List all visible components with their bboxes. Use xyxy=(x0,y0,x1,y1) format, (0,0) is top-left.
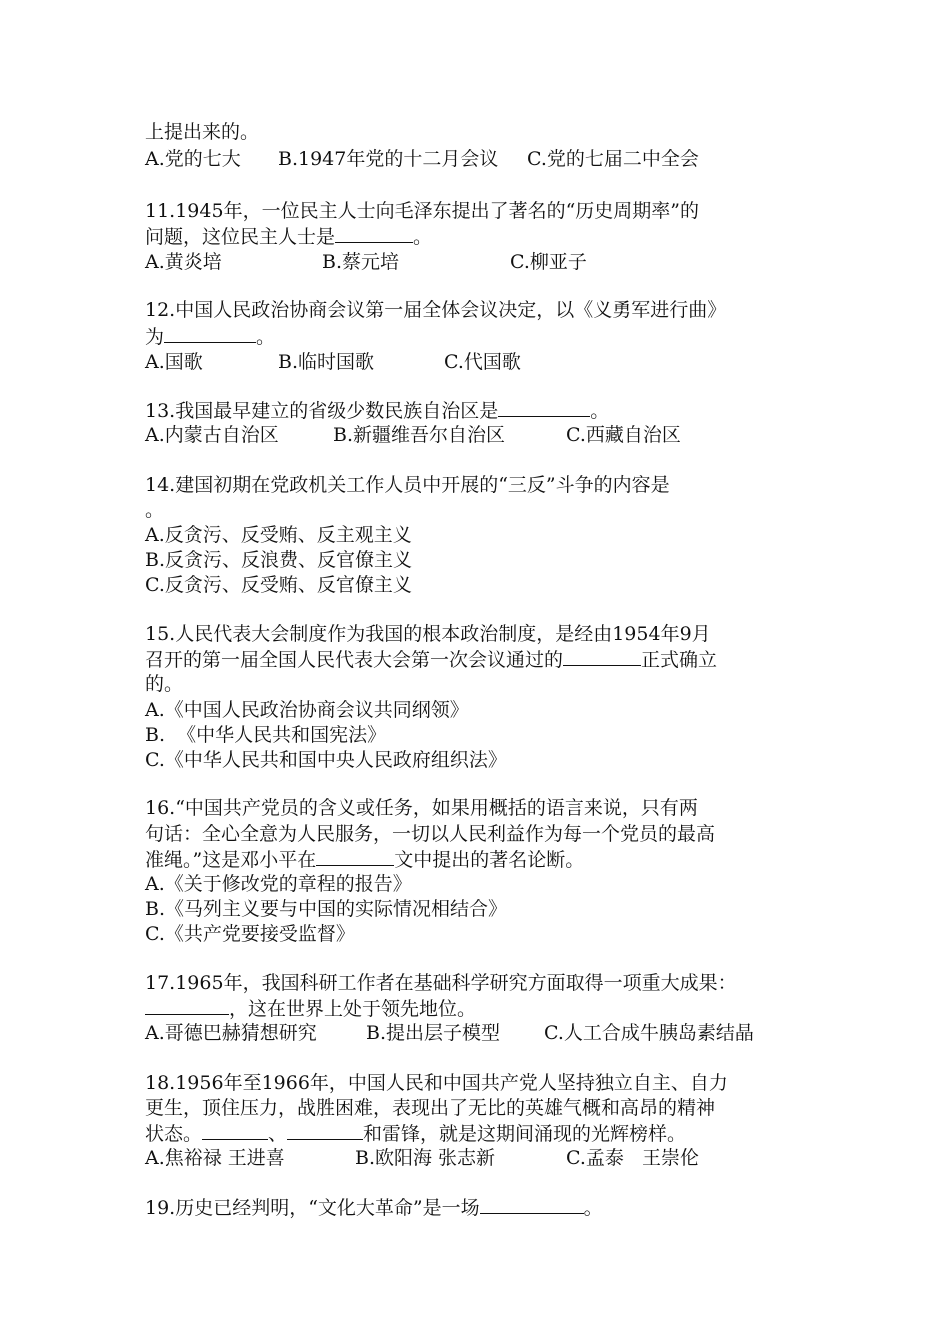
q17-text-after: ，这在世界上处于领先地位。 xyxy=(229,998,477,1020)
q17-answer-blank[interactable] xyxy=(145,996,229,1015)
q17-line2 xyxy=(145,996,476,1021)
q15-text-before: 召开的第一届全国人民代表大会第一次会议通过的 xyxy=(145,649,564,671)
q13-text-after: 。 xyxy=(590,400,610,422)
q18-answer-blank-2[interactable] xyxy=(287,1121,363,1140)
q19-text-before: 19.历史已经判明，“文化大革命”是一场 xyxy=(145,1197,480,1219)
q17-option-a: A.哥德巴赫猜想研究 xyxy=(145,1022,317,1044)
q16-option-b: B.《马列主义要与中国的实际情况相结合》 xyxy=(145,898,508,920)
q18-option-a: A.焦裕禄 王进喜 xyxy=(145,1147,285,1169)
q15-option-a: A.《中国人民政治协商会议共同纲领》 xyxy=(145,699,469,721)
q14-line2: 。 xyxy=(145,499,165,521)
q15-text-after: 正式确立 xyxy=(641,649,718,671)
q12-text-after: 。 xyxy=(256,326,276,348)
q12-line1: 12.中国人民政治协商会议第一届全体会议决定，以《义勇军进行曲》 xyxy=(145,299,727,321)
q16-text-before: 准绳。”这是邓小平在 xyxy=(145,849,317,871)
intro-option-b: B.1947年党的十二月会议 xyxy=(278,148,499,170)
q11-text-before: 问题，这位民主人士是 xyxy=(145,226,336,248)
q11-option-a: A.黄炎培 xyxy=(145,251,222,273)
q17-option-c: C.人工合成牛胰岛素结晶 xyxy=(544,1022,754,1044)
intro-line: 上提出来的。 xyxy=(145,121,260,143)
q19-line1 xyxy=(145,1195,603,1220)
q13-text-before: 13.我国最早建立的省级少数民族自治区是 xyxy=(145,400,499,422)
q12-answer-blank[interactable] xyxy=(164,324,256,343)
q18-line3 xyxy=(145,1121,686,1146)
q16-line1: 16.“中国共产党员的含义或任务，如果用概括的语言来说，只有两 xyxy=(145,797,698,819)
q11-option-b: B.蔡元培 xyxy=(322,251,400,273)
q14-option-c: C.反贪污、反受贿、反官僚主义 xyxy=(145,574,412,596)
q12-text-before: 为 xyxy=(145,326,165,348)
q13-answer-blank[interactable] xyxy=(498,398,590,417)
q15-line1: 15.人民代表大会制度作为我国的根本政治制度，是经由1954年9月 xyxy=(145,623,711,645)
q16-option-a: A.《关于修改党的章程的报告》 xyxy=(145,873,412,895)
q18-answer-blank-1[interactable] xyxy=(202,1121,268,1140)
q13-line1 xyxy=(145,398,609,423)
q11-text-after: 。 xyxy=(413,226,433,248)
q11-answer-blank[interactable] xyxy=(335,224,413,243)
q12-option-a: A.国歌 xyxy=(145,351,203,373)
q18-text-before: 状态。 xyxy=(145,1123,203,1145)
q19-answer-blank[interactable] xyxy=(480,1195,584,1214)
q18-option-b: B.欧阳海 张志新 xyxy=(355,1147,496,1169)
q15-answer-blank[interactable] xyxy=(563,647,641,666)
q16-answer-blank[interactable] xyxy=(316,847,394,866)
q13-option-a: A.内蒙古自治区 xyxy=(145,424,279,446)
q12-option-c: C.代国歌 xyxy=(444,351,521,373)
q19-text-after: 。 xyxy=(583,1197,603,1219)
q18-text-mid: 、 xyxy=(268,1123,288,1145)
q17-option-b: B.提出层子模型 xyxy=(366,1022,501,1044)
q12-option-b: B.临时国歌 xyxy=(278,351,375,373)
q16-text-after: 文中提出的著名论断。 xyxy=(394,849,585,871)
q11-line2 xyxy=(145,224,432,249)
q13-option-b: B.新疆维吾尔自治区 xyxy=(333,424,506,446)
q14-line1: 14.建国初期在党政机关工作人员中开展的“三反”斗争的内容是 xyxy=(145,474,670,496)
q16-line2: 句话：全心全意为人民服务，一切以人民利益作为每一个党员的最高 xyxy=(145,823,716,845)
q16-option-c: C.《共产党要接受监督》 xyxy=(145,923,355,945)
q15-option-b: B. 《中华人民共和国宪法》 xyxy=(145,724,387,746)
q11-option-c: C.柳亚子 xyxy=(510,251,587,273)
q18-text-after: 和雷锋，就是这期间涌现的光辉榜样。 xyxy=(363,1123,687,1145)
q13-option-c: C.西藏自治区 xyxy=(566,424,681,446)
q14-option-a: A.反贪污、反受贿、反主观主义 xyxy=(145,524,412,546)
q17-line1: 17.1965年，我国科研工作者在基础科学研究方面取得一项重大成果： xyxy=(145,972,737,994)
q12-line2 xyxy=(145,324,275,349)
q18-option-c: C.孟泰 王崇伦 xyxy=(566,1147,700,1169)
q15-option-c: C.《中华人民共和国中央人民政府组织法》 xyxy=(145,749,507,771)
q14-option-b: B.反贪污、反浪费、反官僚主义 xyxy=(145,549,413,571)
q18-line1: 18.1956年至1966年，中国人民和中国共产党人坚持独立自主、自力 xyxy=(145,1072,728,1094)
intro-option-a: A.党的七大 xyxy=(145,148,241,170)
q15-line3: 的。 xyxy=(145,673,184,695)
q18-line2: 更生，顶住压力，战胜困难，表现出了无比的英雄气概和高昂的精神 xyxy=(145,1097,716,1119)
q16-line3 xyxy=(145,847,584,872)
intro-option-c: C.党的七届二中全会 xyxy=(527,148,699,170)
q11-line1: 11.1945年，一位民主人士向毛泽东提出了著名的“历史周期率”的 xyxy=(145,200,699,222)
q15-line2 xyxy=(145,647,717,672)
